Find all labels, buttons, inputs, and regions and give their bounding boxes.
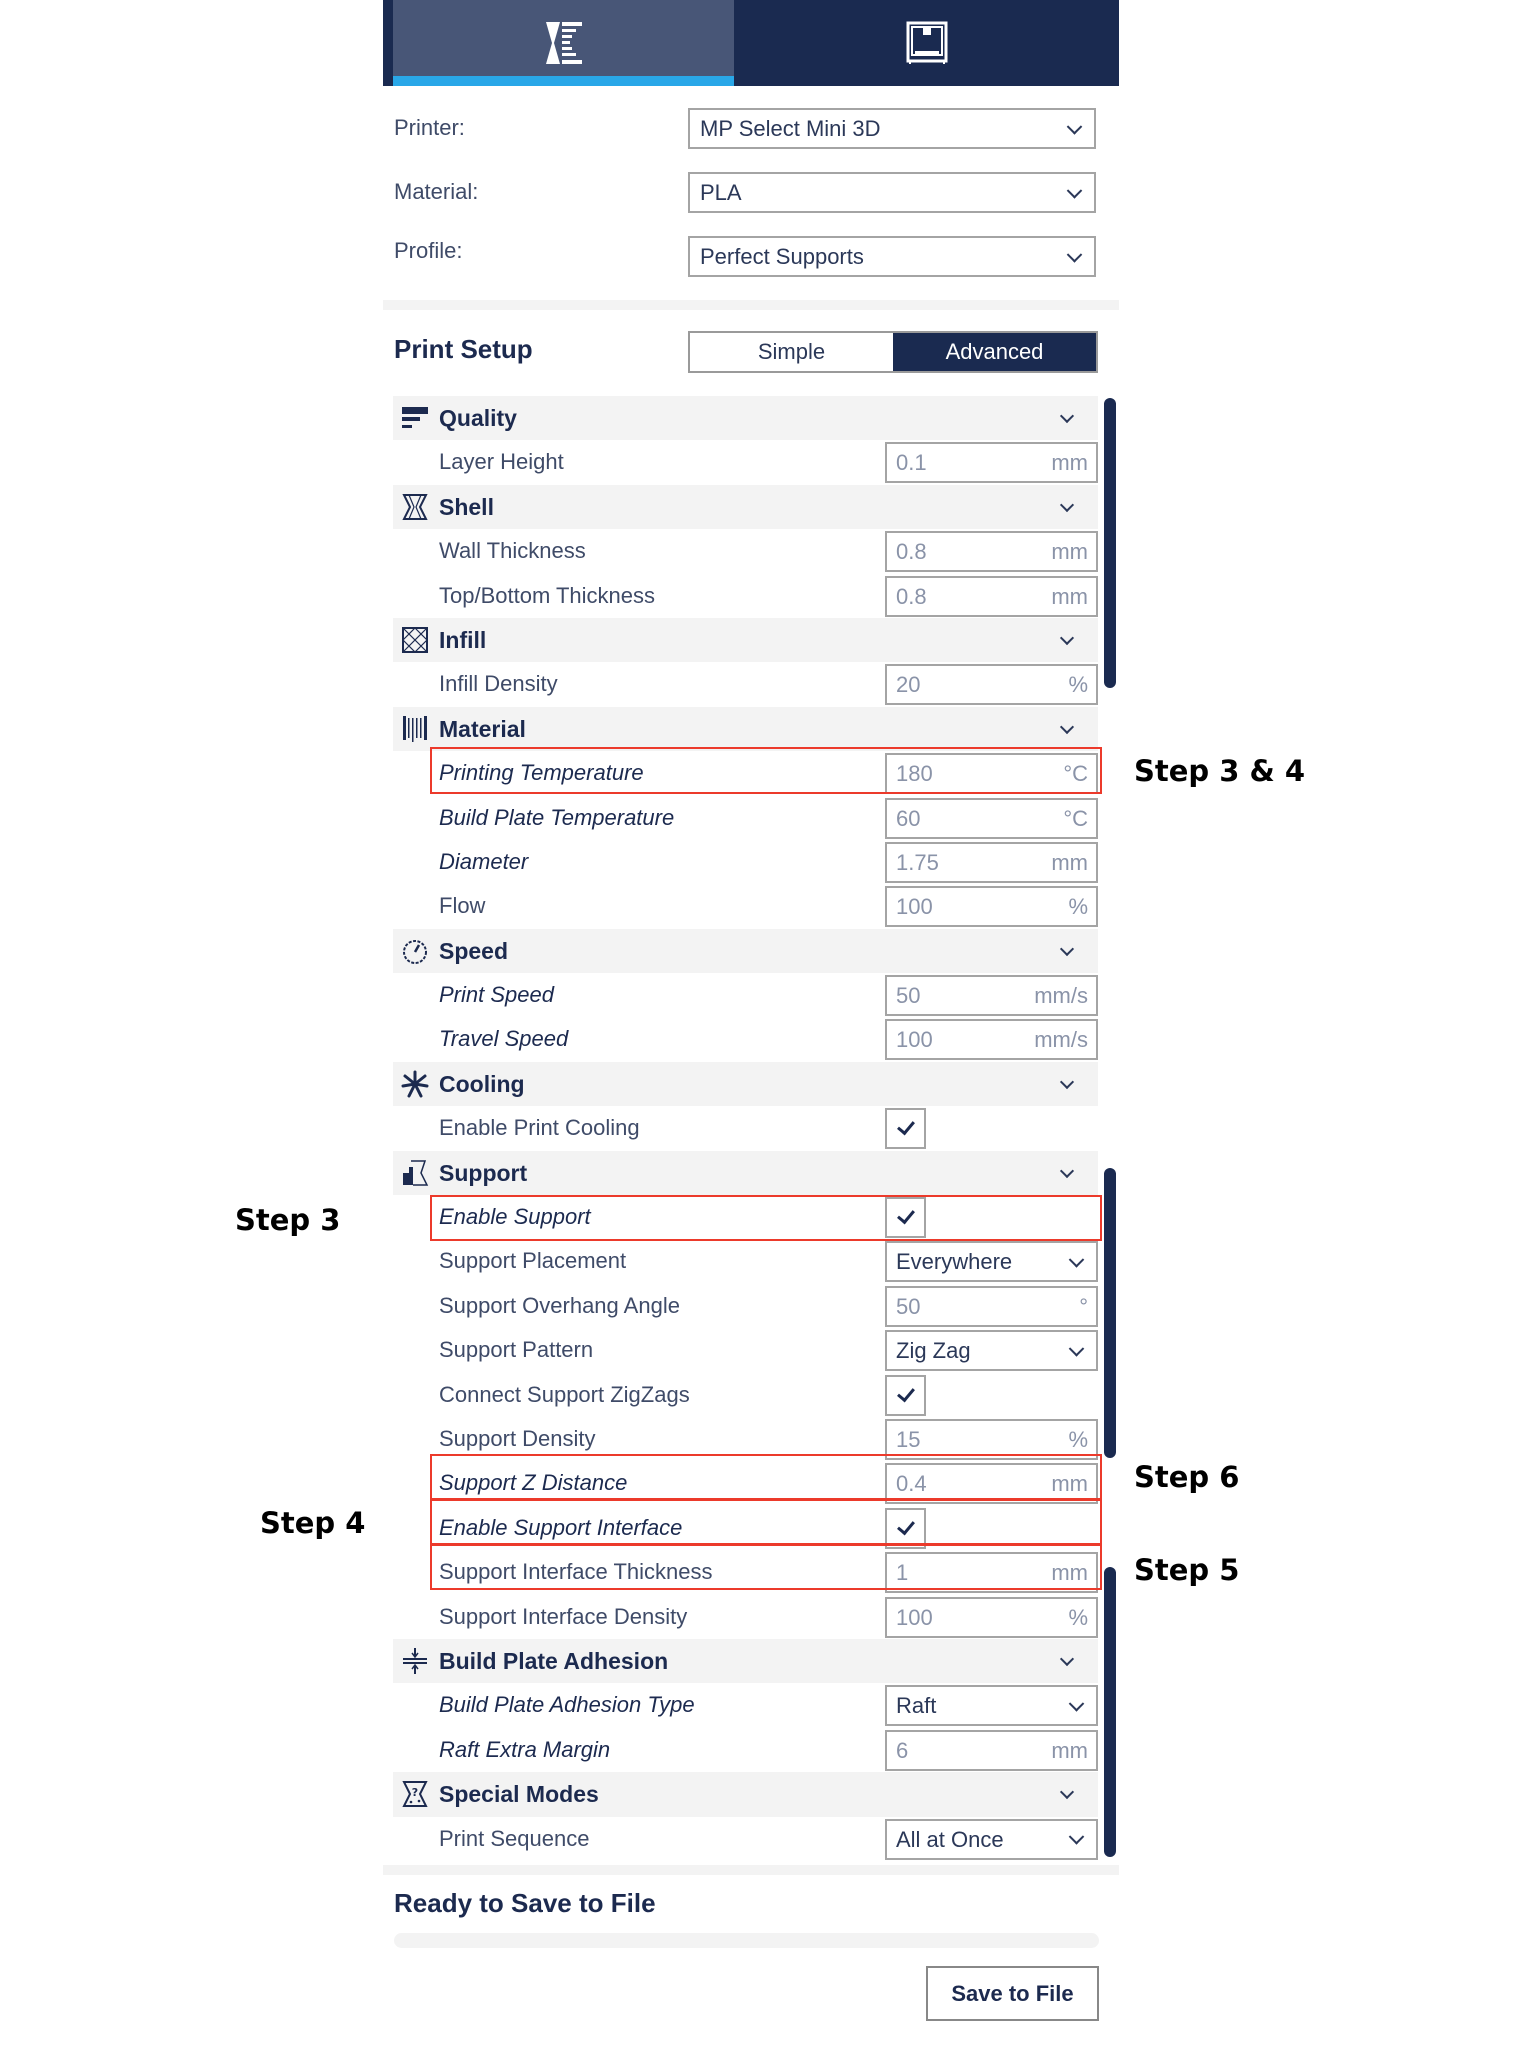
chevron-down-icon[interactable] — [1060, 1652, 1074, 1666]
diameter-input[interactable] — [885, 842, 1098, 883]
material-dropdown[interactable] — [688, 172, 1096, 213]
section-title: Build Plate Adhesion — [439, 1647, 669, 1674]
special-modes-icon — [401, 1780, 429, 1808]
setting-label: Support Density — [439, 1425, 596, 1451]
input-unit: °C — [1063, 761, 1088, 787]
scrollbar-thumb[interactable] — [1104, 1567, 1116, 1857]
chevron-down-icon[interactable] — [1060, 942, 1074, 956]
select-value: Everywhere — [896, 1249, 1013, 1275]
setting-row-support-placement — [393, 1239, 1098, 1283]
section-header-cooling[interactable] — [393, 1062, 1098, 1106]
checkmark-icon — [897, 1516, 915, 1535]
speed-icon — [401, 937, 429, 965]
select-value: All at Once — [896, 1826, 1004, 1852]
input-value: 50 — [896, 1293, 921, 1319]
printer-dropdown[interactable] — [688, 108, 1096, 149]
settings-list — [393, 396, 1098, 1861]
setting-label: Support Overhang Angle — [439, 1292, 680, 1318]
support-icon — [401, 1159, 429, 1187]
support-density-input[interactable] — [885, 1419, 1098, 1460]
setting-row-print-speed — [393, 973, 1098, 1017]
section-title: Shell — [439, 493, 494, 520]
setting-row-wall-thickness — [393, 529, 1098, 573]
section-header-quality[interactable] — [393, 396, 1098, 440]
setting-label: Enable Print Cooling — [439, 1115, 640, 1141]
setting-row-printing-temperature — [393, 751, 1098, 795]
enable-support-checkbox[interactable] — [885, 1197, 926, 1238]
material-label: Material: — [394, 179, 479, 204]
setting-label: Support Placement — [439, 1248, 627, 1274]
chevron-down-icon — [1067, 247, 1083, 263]
section-title: Support — [439, 1159, 528, 1186]
input-value: 180 — [896, 761, 933, 787]
input-unit: mm — [1051, 450, 1088, 476]
section-title: Material — [439, 715, 526, 742]
section-title: Infill — [439, 626, 487, 653]
input-unit: % — [1068, 672, 1088, 698]
input-unit: ° — [1079, 1293, 1088, 1319]
input-unit: % — [1068, 1426, 1088, 1452]
adhesion-icon — [401, 1647, 429, 1675]
input-unit: mm — [1051, 1737, 1088, 1763]
printer-monitor-tab[interactable] — [734, 0, 1119, 86]
setting-row-build-plate-temperature — [393, 796, 1098, 840]
input-unit: mm — [1051, 583, 1088, 609]
setting-label: Support Interface Thickness — [439, 1559, 713, 1585]
support-placement-select[interactable] — [885, 1241, 1098, 1282]
input-unit: mm — [1051, 1471, 1088, 1497]
setting-label: Flow — [439, 893, 486, 919]
connect-support-zigzags-checkbox[interactable] — [885, 1375, 926, 1416]
quality-icon — [401, 404, 429, 432]
input-value: 50 — [896, 983, 921, 1009]
print-setup-title: Print Setup — [394, 334, 533, 364]
infill-icon — [401, 626, 429, 654]
input-unit: °C — [1063, 805, 1088, 831]
select-value: Zig Zag — [896, 1338, 971, 1364]
simple-mode-button[interactable]: Simple — [690, 333, 893, 371]
header-tabs — [383, 0, 1119, 86]
print-settings-panel — [383, 0, 1119, 2066]
setting-row-support-overhang-angle — [393, 1284, 1098, 1328]
step-label: Step 3 — [235, 1203, 341, 1237]
layer-height-input[interactable] — [885, 442, 1098, 483]
input-value: 100 — [896, 894, 933, 920]
input-unit: % — [1068, 1604, 1088, 1630]
section-header-infill[interactable] — [393, 618, 1098, 662]
input-value: 1.75 — [896, 849, 939, 875]
section-header-speed[interactable] — [393, 929, 1098, 973]
setting-row-support-interface-density — [393, 1595, 1098, 1639]
enable-support-interface-checkbox[interactable] — [885, 1508, 926, 1549]
chevron-down-icon[interactable] — [1060, 498, 1074, 512]
slicing-progress-bar — [394, 1933, 1099, 1948]
setting-row-enable-print-cooling — [393, 1106, 1098, 1150]
support-pattern-select[interactable] — [885, 1330, 1098, 1371]
checkmark-icon — [897, 1206, 915, 1225]
setting-label: Printing Temperature — [439, 760, 644, 786]
cooling-icon — [401, 1070, 429, 1098]
mode-toggle — [688, 331, 1098, 373]
step-label: Step 6 — [1134, 1460, 1240, 1494]
setting-label: Build Plate Adhesion Type — [439, 1692, 695, 1718]
input-unit: mm/s — [1034, 983, 1088, 1009]
setting-row-travel-speed — [393, 1017, 1098, 1061]
setting-label: Infill Density — [439, 671, 558, 697]
active-tab-indicator — [393, 76, 734, 86]
setting-row-diameter — [393, 840, 1098, 884]
input-unit: mm — [1051, 849, 1088, 875]
wall-thickness-input[interactable] — [885, 531, 1098, 572]
setting-label: Support Pattern — [439, 1337, 594, 1363]
select-value: Raft — [896, 1693, 937, 1719]
chevron-down-icon[interactable] — [1060, 720, 1074, 734]
section-divider — [383, 1865, 1119, 1875]
setting-label: Support Z Distance — [439, 1470, 628, 1496]
input-value: 60 — [896, 805, 921, 831]
input-value: 0.8 — [896, 583, 927, 609]
section-title: Cooling — [439, 1070, 525, 1097]
chevron-down-icon — [1069, 1829, 1085, 1845]
setting-label: Wall Thickness — [439, 538, 586, 564]
chevron-down-icon[interactable] — [1060, 1075, 1074, 1089]
setting-label: Build Plate Temperature — [439, 804, 675, 830]
setting-row-flow — [393, 884, 1098, 928]
profile-label: Profile: — [394, 238, 463, 263]
setting-label: Travel Speed — [439, 1026, 569, 1052]
infill-density-input[interactable] — [885, 664, 1098, 705]
profile-dropdown[interactable] — [688, 236, 1096, 277]
setting-row-infill-density — [393, 662, 1098, 706]
raft-extra-margin-input[interactable] — [885, 1730, 1098, 1771]
svg-text:?: ? — [411, 1786, 419, 1800]
chevron-down-icon[interactable] — [1060, 631, 1074, 645]
input-value: 0.8 — [896, 539, 927, 565]
setting-row-support-interface-thickness — [393, 1550, 1098, 1594]
section-header-shell[interactable] — [393, 485, 1098, 529]
material-value: PLA — [700, 179, 742, 205]
chevron-down-icon — [1069, 1696, 1085, 1712]
input-value: 6 — [896, 1737, 909, 1763]
section-divider — [383, 300, 1119, 310]
chevron-down-icon[interactable] — [1060, 1785, 1074, 1799]
printer-icon — [905, 20, 949, 66]
input-value: 15 — [896, 1426, 921, 1452]
setting-label: Enable Support Interface — [439, 1514, 683, 1540]
printing-temperature-input[interactable] — [885, 753, 1098, 794]
printer-value: MP Select Mini 3D — [700, 115, 881, 141]
chevron-down-icon — [1067, 183, 1083, 199]
print-sequence-select[interactable] — [885, 1819, 1098, 1860]
print-speed-input[interactable] — [885, 975, 1098, 1016]
input-value: 0.1 — [896, 450, 927, 476]
chevron-down-icon — [1069, 1252, 1085, 1268]
support-overhang-angle-input[interactable] — [885, 1286, 1098, 1327]
setting-label: Diameter — [439, 848, 529, 874]
input-value: 100 — [896, 1604, 933, 1630]
setting-row-layer-height — [393, 440, 1098, 484]
build-plate-temperature-input[interactable] — [885, 798, 1098, 839]
setting-label: Layer Height — [439, 449, 564, 475]
setting-row-top-bottom-thickness — [393, 574, 1098, 618]
print-setup-tab[interactable] — [393, 0, 734, 86]
scrollbar-thumb[interactable] — [1104, 1168, 1116, 1458]
section-title: Special Modes — [439, 1781, 599, 1808]
input-value: 0.4 — [896, 1471, 927, 1497]
material-icon — [401, 715, 429, 743]
setting-label: Raft Extra Margin — [439, 1736, 611, 1762]
layer-slice-icon — [544, 20, 584, 66]
profile-value: Perfect Supports — [700, 243, 864, 269]
chevron-down-icon[interactable] — [1060, 409, 1074, 423]
input-unit: mm — [1051, 539, 1088, 565]
setting-label: Support Interface Density — [439, 1603, 688, 1629]
input-unit: mm/s — [1034, 1027, 1088, 1053]
flow-input[interactable] — [885, 886, 1098, 927]
support-interface-thickness-input[interactable] — [885, 1552, 1098, 1593]
input-value: 100 — [896, 1027, 933, 1053]
section-title: Quality — [439, 405, 517, 431]
setting-row-enable-support-interface — [393, 1506, 1098, 1550]
printer-label: Printer: — [394, 115, 465, 140]
support-z-distance-input[interactable] — [885, 1463, 1098, 1504]
setting-label: Top/Bottom Thickness — [439, 582, 656, 608]
step-label: Step 5 — [1134, 1553, 1240, 1587]
section-header-support[interactable] — [393, 1151, 1098, 1195]
chevron-down-icon — [1069, 1341, 1085, 1357]
input-value: 1 — [896, 1560, 909, 1586]
section-header-special-modes[interactable] — [393, 1772, 1098, 1816]
setting-row-build-plate-adhesion-type — [393, 1683, 1098, 1727]
setting-row-enable-support — [393, 1195, 1098, 1239]
build-plate-adhesion-type-select[interactable] — [885, 1685, 1098, 1726]
setting-row-support-density — [393, 1417, 1098, 1461]
chevron-down-icon — [1067, 119, 1083, 135]
top-bottom-thickness-input[interactable] — [885, 576, 1098, 617]
scrollbar-thumb[interactable] — [1104, 398, 1116, 688]
checkmark-icon — [897, 1117, 915, 1136]
setting-row-support-pattern — [393, 1328, 1098, 1372]
setting-row-print-sequence — [393, 1817, 1098, 1861]
section-title: Speed — [439, 937, 509, 964]
setting-label: Connect Support ZigZags — [439, 1381, 690, 1407]
step-label: Step 3 & 4 — [1134, 754, 1306, 788]
checkmark-icon — [897, 1383, 915, 1402]
setting-row-connect-support-zigzags — [393, 1373, 1098, 1417]
step-label: Step 4 — [260, 1506, 366, 1540]
setting-label: Print Sequence — [439, 1825, 590, 1851]
status-text: Ready to Save to File — [394, 1888, 656, 1918]
advanced-mode-button[interactable]: Advanced — [893, 333, 1096, 371]
input-value: 20 — [896, 672, 921, 698]
support-interface-density-input[interactable] — [885, 1597, 1098, 1638]
save-to-file-button[interactable]: Save to File — [926, 1966, 1099, 2021]
setting-label: Print Speed — [439, 982, 554, 1008]
input-unit: mm — [1051, 1560, 1088, 1586]
setting-row-raft-extra-margin — [393, 1728, 1098, 1772]
enable-print-cooling-checkbox[interactable] — [885, 1108, 926, 1149]
setting-label: Enable Support — [439, 1204, 591, 1230]
section-header-build-plate-adhesion[interactable] — [393, 1639, 1098, 1683]
chevron-down-icon[interactable] — [1060, 1164, 1074, 1178]
shell-icon — [401, 493, 429, 521]
travel-speed-input[interactable] — [885, 1019, 1098, 1060]
setting-row-support-z-distance — [393, 1461, 1098, 1505]
input-unit: % — [1068, 894, 1088, 920]
section-header-material[interactable] — [393, 707, 1098, 751]
